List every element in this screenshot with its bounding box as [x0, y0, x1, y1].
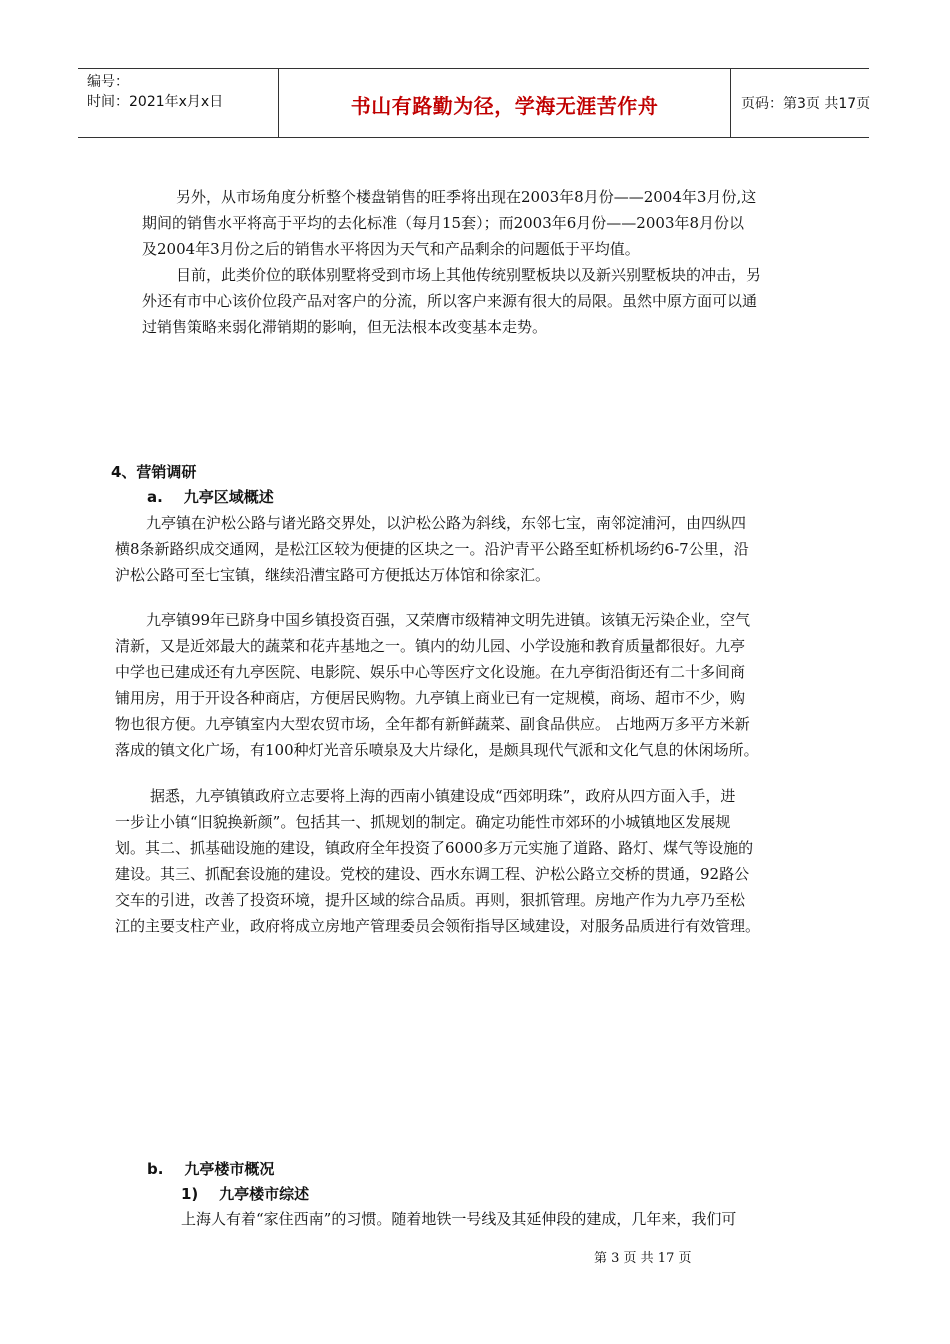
- text-line: 建设。其三、抓配套设施的建设。党校的建设、西水东调工程、沪松公路立交桥的贯通，92路公: [115, 865, 750, 883]
- date-label: 时间：2021年x月x日: [87, 94, 224, 110]
- text-line: 九亭镇在沪松公路与诸光路交界处，以沪松公路为斜线，东邻七宝，南邻淀浦河，由四纵四: [146, 514, 747, 532]
- page-footer: 第 3 页 共 17 页: [594, 1251, 692, 1266]
- text-line: 期间的销售水平将高于平均的去化标准（每月15套）；而2003年6月份——2003年8月份以: [142, 214, 745, 232]
- header-page-cell: [730, 69, 869, 137]
- text-line: 上海人有着“家住西南”的习惯。随着地铁一号线及其延伸段的建成，几年来，我们可: [181, 1210, 737, 1228]
- text-line: 划。其二、抓基础设施的建设，镇政府全年投资了6000多万元实施了道路、路灯、煤气等设施的: [115, 839, 754, 857]
- subsection-heading-a: a. 九亭区域概述: [147, 488, 274, 506]
- page-header: [78, 68, 869, 138]
- text-line: 另外，从市场角度分析整个楼盘销售的旺季将出现在2003年8月份——2004年3月份,这: [176, 188, 757, 206]
- header-meta-cell: [78, 69, 279, 137]
- text-line: 过销售策略来弱化滞销期的影响，但无法根本改变基本走势。: [142, 318, 548, 336]
- text-line: 外还有市中心该价位段产品对客户的分流，所以客户来源有很大的局限。虽然中原方面可以通: [142, 292, 758, 310]
- text-line: 中学也已建成还有九亭医院、电影院、娱乐中心等医疗文化设施。在九亭街沿街还有二十多间商: [115, 663, 746, 681]
- text-line: 据悉，九亭镇镇政府立志要将上海的西南小镇建设成“西郊明珠”，政府从四方面入手，进: [150, 787, 736, 805]
- subsection-heading-b1: 1) 九亭楼市综述: [181, 1185, 310, 1203]
- text-line: 交车的引进，改善了投资环境，提升区域的综合品质。再则，狠抓管理。房地产作为九亭乃至松: [115, 891, 746, 909]
- text-line: 及2004年3月份之后的销售水平将因为天气和产品剩余的问题低于平均值。: [142, 240, 640, 258]
- text-line: 江的主要支柱产业，政府将成立房地产管理委员会领衔指导区域建设，对服务品质进行有效管理。: [115, 917, 761, 935]
- text-line: 九亭镇99年已跻身中国乡镇投资百强，又荣膺市级精神文明先进镇。该镇无污染企业，空气: [146, 611, 751, 629]
- header-motto-cell: [279, 69, 731, 137]
- subsection-heading-b: b. 九亭楼市概况: [147, 1160, 275, 1178]
- text-line: 沪松公路可至七宝镇，继续沿漕宝路可方便抵达万体馆和徐家汇。: [115, 566, 551, 584]
- text-line: 清新，又是近郊最大的蔬菜和花卉基地之一。镇内的幼儿园、小学设施和教育质量都很好。九亭: [115, 637, 746, 655]
- page-info: 页码：第3页 共17页: [741, 96, 871, 112]
- text-line: 目前，此类价位的联体别墅将受到市场上其他传统别墅板块以及新兴别墅板块的冲击，另: [176, 266, 762, 284]
- section-heading: 4、营销调研: [111, 463, 197, 481]
- code-label: 编号：: [87, 74, 129, 90]
- text-line: 一步让小镇“旧貌换新颜”。包括其一、抓规划的制定。确定功能性市郊环的小城镇地区发展规: [115, 813, 731, 831]
- text-line: 物也很方便。九亭镇室内大型农贸市场，全年都有新鲜蔬菜、副食品供应。 占地两万多平方米新: [115, 715, 750, 733]
- text-line: 横8条新路织成交通网，是松江区较为便捷的区块之一。沿沪青平公路至虹桥机场约6-7公里，沿: [115, 540, 749, 558]
- text-line: 铺用房，用于开设各种商店，方便居民购物。九亭镇上商业已有一定规模，商场、超市不少，购: [115, 689, 746, 707]
- motto-text: 书山有路勤为径，学海无涯苦作舟: [350, 94, 659, 118]
- text-line: 落成的镇文化广场，有100种灯光音乐喷泉及大片绿化，是颇具现代气派和文化气息的休闲场所。: [115, 741, 759, 759]
